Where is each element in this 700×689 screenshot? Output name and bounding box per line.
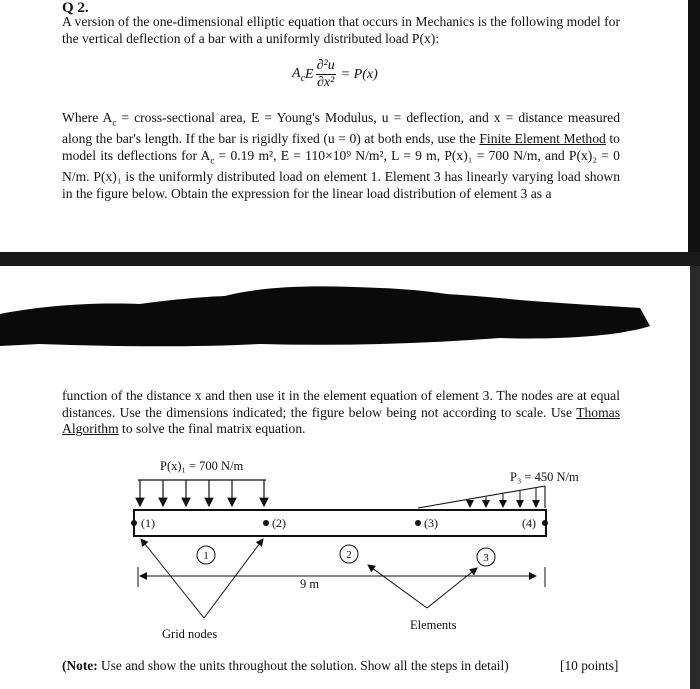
- eq-modulus: E: [305, 66, 314, 82]
- element-2-label: 2: [346, 549, 352, 561]
- node-1-dot: [131, 520, 137, 526]
- element-1-label: 1: [203, 550, 209, 562]
- definitions-paragraph: Where $A_c$ = cross-sectional area, E = Young's Modulus, u = deflection, and x = distance measured along the bar's length. If the bar is rigidly fixed (u = 0) at both ends, use the Finite Element Method to model its deflections for $A_c = 0.19$ m², E = 110×10⁹ N/m², L = 9 m, P(x)₁ = 700 N/m, and P(x)₂ = 0 N/m. P(x)₁ is the uniformly distributed load on element 1. Element 3 has linearly varying load shown in the figure below. Obtain the expression for the linear load distribution of element 3 as a: [62, 110, 621, 201]
- node-3-dot: [415, 520, 421, 526]
- load3-label: P₃ = 450 N/m: [510, 470, 579, 484]
- page-edge: [690, 266, 700, 689]
- node-3-label: (3): [424, 516, 438, 530]
- load1-arrows: [140, 480, 264, 506]
- element-3-label: 3: [483, 552, 489, 564]
- elements-pointer-right: [427, 568, 477, 608]
- grid-pointer-left: [141, 539, 204, 618]
- thomas-algorithm-link: Thomas Algorithm: [62, 404, 620, 437]
- question-number: Q 2.: [62, 0, 89, 16]
- finite-element-method-link: Finite Element Method: [479, 131, 606, 147]
- page-separator-band: [0, 252, 700, 266]
- load1-label: P(x)₁ = 700 N/m: [160, 459, 244, 473]
- points-label: [10 points]: [560, 658, 619, 673]
- elements-pointer-left: [368, 565, 427, 608]
- elements-label: Elements: [410, 618, 457, 632]
- intro-text: A version of the one-dimensional elliptic equation that occurs in Mechanics is the following model for the vertical deflection of a bar with a uniformly distributed load P(x):: [62, 14, 620, 46]
- eq-fraction: [316, 58, 336, 91]
- governing-equation: [292, 58, 378, 91]
- bar-beam: [134, 510, 546, 536]
- node-2-dot: [263, 520, 269, 526]
- note-text: Use and show the units throughout the solution. Show all the steps in detail): [97, 658, 509, 673]
- eq-denominator: ∂x²: [316, 75, 335, 90]
- grid-nodes-label: Grid nodes: [162, 627, 218, 641]
- page-edge: [688, 0, 700, 252]
- eq-area: $A_c$: [292, 65, 306, 84]
- note-label: (Note:: [62, 658, 98, 673]
- load3-slope-line: [418, 486, 545, 508]
- node-4-dot: [542, 520, 548, 526]
- continuation-paragraph: function of the distance x and then use it in the element equation of element 3. The nodes are at equal distances. Use the dimensions indicated; the figure below being not according to scale. Use Thomas Algorithm to solve the final matrix equation.: [62, 388, 620, 437]
- eq-numerator: ∂²u: [316, 58, 335, 73]
- bar-figure: [0, 440, 690, 652]
- question-intro: [62, 14, 620, 47]
- eq-rhs: = P(x): [340, 66, 378, 82]
- length-label: 9 m: [300, 577, 320, 591]
- node-2-label: (2): [272, 516, 286, 530]
- node-1-label: (1): [141, 516, 155, 530]
- redaction-scribble: [0, 266, 690, 376]
- note-line: [62, 658, 622, 674]
- node-4-label: (4): [522, 516, 536, 530]
